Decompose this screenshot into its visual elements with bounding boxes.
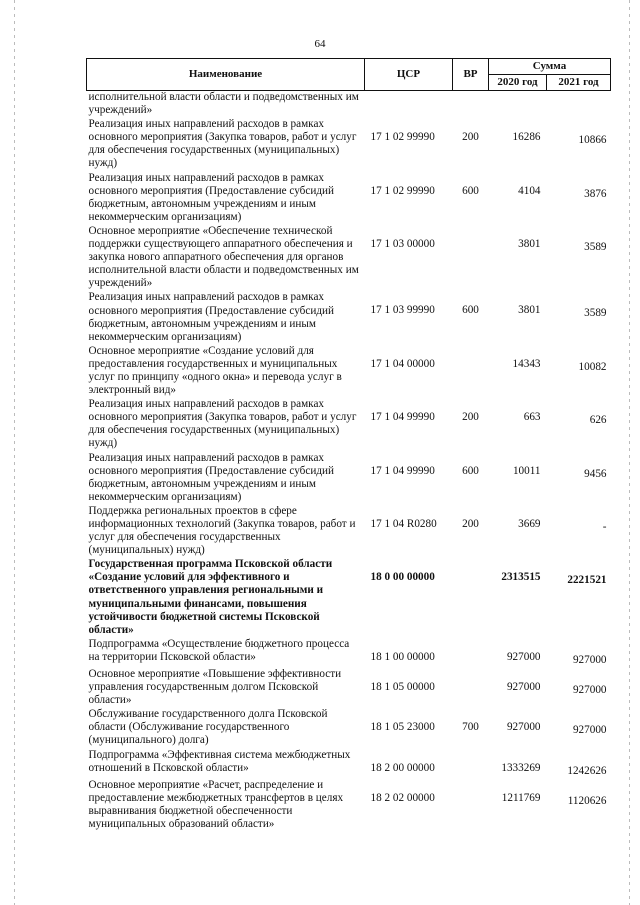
table-body [87,91,611,832]
header-sum: Сумма [489,59,611,75]
header-csr: ЦСР [365,59,453,91]
row-sum-2021: 3589 [584,307,607,320]
table-row [87,558,611,638]
row-sum-2021: 9456 [584,467,607,480]
row-sum-2020: 1333269 [501,761,541,774]
row-vr [453,345,489,398]
row-vr [453,225,489,291]
table-row [87,118,611,171]
table-row [87,505,611,558]
row-name: Подпрограмма «Эффективная система межбюджетных отношений в Псковской области» [88,748,351,774]
row-sum-2020: 927000 [506,650,541,663]
row-sum-2021: - [602,520,607,533]
table-row [87,638,611,668]
row-sum-2020: 14343 [512,357,541,370]
row-csr: 17 1 02 99990 [370,184,435,197]
header-vr: ВР [453,59,489,91]
row-name: Реализация иных направлений расходов в рамках основного мероприятия (Закупка товаров, работ и услуг для обеспечения государственных (муниципальных) нужд) [88,398,357,450]
header-year-2021: 2021 год [547,75,611,91]
row-sum-2020: 4104 [518,184,541,197]
header-year-2020: 2020 год [489,75,547,91]
budget-table [86,58,611,832]
row-csr: 18 1 05 23000 [370,721,435,734]
row-csr: 17 1 04 R0280 [370,517,437,530]
row-sum-2020: 2313515 [501,571,541,584]
table-row [87,291,611,344]
row-sum-2021: 626 [589,414,607,427]
row-csr: 17 1 04 99990 [370,411,435,424]
row-name: Обслуживание государственного долга Псковской области (Обслуживание государственного (муниципального) долга) [88,708,328,747]
row-name: Реализация иных направлений расходов в рамках основного мероприятия (Закупка товаров, работ и услуг для обеспечения государственных (муниципальных) нужд) [88,118,357,170]
row-sum-2020: 3801 [518,237,541,250]
row-sum-2020: 3801 [518,304,541,317]
row-vr [453,668,489,708]
row-name: Основное мероприятие «Расчет, распределение и предоставление межбюджетных трансфертов в целях выравнивания бюджетной обеспеченности муниципальных образований области» [88,778,344,830]
row-vr: 200 [462,517,479,530]
row-vr: 600 [462,464,479,477]
row-csr: 17 1 04 99990 [370,464,435,477]
row-vr [453,638,489,668]
row-vr [453,749,489,779]
row-csr: 17 1 03 99990 [370,304,435,317]
row-name: Реализация иных направлений расходов в рамках основного мероприятия (Предоставление субсидий бюджетным, автономным учреждениям и иным некоммерческим организациям) [88,291,334,343]
row-csr: 17 1 02 99990 [370,131,435,144]
row-csr: 18 1 00 00000 [370,650,435,663]
row-sum-2021: 927000 [572,653,607,666]
table-row [87,668,611,708]
table-row [87,749,611,779]
table-row [87,91,611,119]
table-row [87,398,611,451]
row-sum-2021: 10082 [578,360,607,373]
row-sum-2020: 927000 [506,721,541,734]
row-sum-2020: 1211769 [501,791,541,804]
header-name: Наименование [87,59,365,91]
row-sum-2021: 927000 [572,683,607,696]
row-sum-2021: 2221521 [567,574,607,587]
row-sum-2020: 10011 [512,464,541,477]
row-csr: 18 1 05 00000 [370,680,435,693]
row-sum-2021: 3876 [584,187,607,200]
row-csr: 18 2 02 00000 [370,791,435,804]
row-sum-2020: 927000 [506,680,541,693]
row-vr [453,558,489,638]
row-vr: 200 [462,131,479,144]
row-name: Основное мероприятие «Создание условий для предоставления государственных и муниципальных услуг по принципу «одного окна» и перевода услуг в электронный вид» [88,344,342,397]
row-csr: 17 1 03 00000 [370,237,435,250]
table-row [87,172,611,225]
row-name: исполнительной власти области и подведомственных им учреждений» [88,91,359,117]
row-sum-2020 [489,91,547,119]
row-name: Реализация иных направлений расходов в рамках основного мероприятия (Предоставление субсидий бюджетным, автономным учреждениям и иным некоммерческим организациям) [88,451,334,503]
row-name: Подпрограмма «Осуществление бюджетного процесса на территории Псковской области» [88,637,350,663]
row-csr [365,91,453,119]
row-name: Реализация иных направлений расходов в рамках основного мероприятия (Предоставление субсидий бюджетным, автономным учреждениям и иным некоммерческим организациям) [88,171,334,223]
table-header [87,59,611,91]
row-sum-2020: 3669 [518,517,541,530]
row-sum-2020: 16286 [512,131,541,144]
row-sum-2021 [547,91,611,119]
table-row [87,452,611,505]
row-sum-2021: 1120626 [567,794,607,807]
row-name: Поддержка региональных проектов в сфере информационных технологий (Закупка товаров, работ и услуг для обеспечения государственных (муниципальных) нужд) [88,504,356,557]
row-name: Государственная программа Псковской области «Создание условий для эффективного и ответственного управления региональными и муниципальными финансами, повышения устойчивости бюджетной системы Псковской области» [88,558,333,636]
table-row [87,225,611,291]
table-row [87,779,611,832]
row-csr: 18 2 00 00000 [370,761,435,774]
row-vr: 600 [462,304,479,317]
row-vr [453,779,489,832]
row-name: Основное мероприятие «Обеспечение технической поддержки существующего аппаратного обеспечения и закупка нового аппаратного обеспечения для органов исполнительной власти области и подведомственных им учреждений» [88,224,359,290]
row-vr: 700 [462,721,479,734]
row-sum-2021: 1242626 [567,764,607,777]
row-vr [453,91,489,119]
row-csr: 17 1 04 00000 [370,357,435,370]
row-sum-2020: 663 [523,411,541,424]
row-csr: 18 0 00 00000 [370,571,435,584]
row-sum-2021: 927000 [572,724,607,737]
table-row [87,345,611,398]
row-name: Основное мероприятие «Повышение эффективности управления государственным долгом Псковской области» [88,667,342,707]
page-number: 64 [314,38,326,50]
row-vr: 200 [462,411,479,424]
row-vr: 600 [462,184,479,197]
row-sum-2021: 3589 [584,240,607,253]
row-sum-2021: 10866 [578,134,607,147]
table-row [87,708,611,748]
